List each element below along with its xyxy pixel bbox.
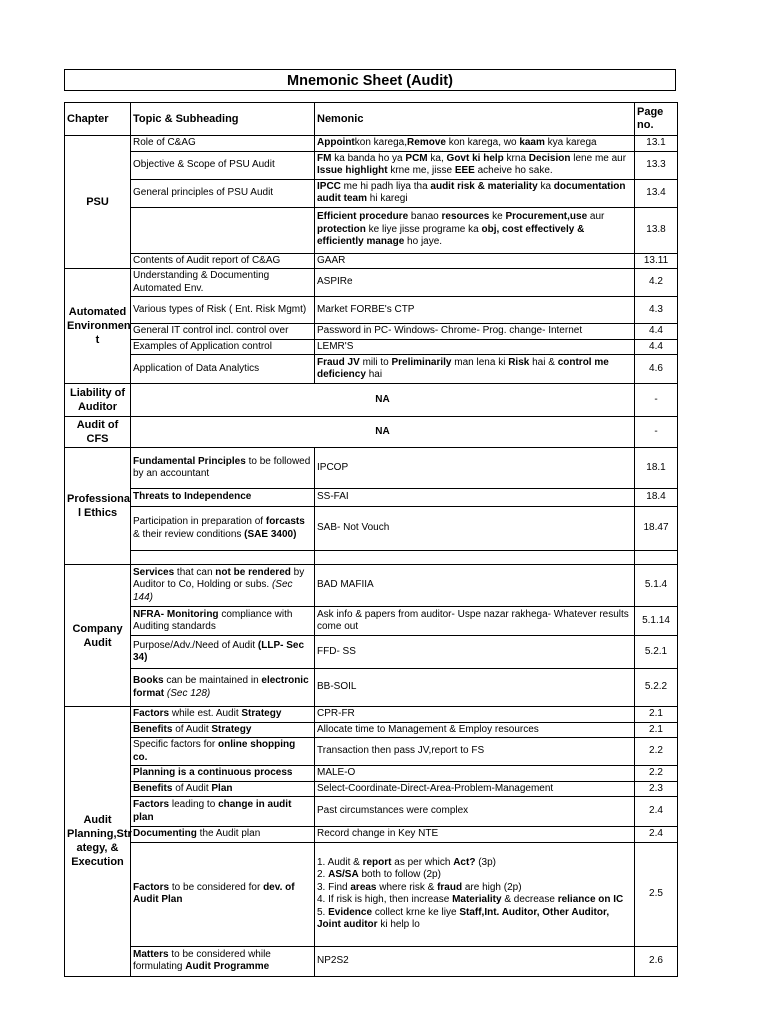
list-item <box>317 882 632 895</box>
bold-text: Benefits <box>133 782 173 794</box>
text: & decrease <box>501 894 558 905</box>
table-row <box>65 766 678 782</box>
bold-text: Matters <box>133 948 169 960</box>
bold-text: Books <box>133 675 164 686</box>
topic-cell <box>131 827 315 843</box>
bold-text: EEE <box>454 165 475 176</box>
page-cell: 13.8 <box>635 207 678 253</box>
text: acheive ho sake. <box>474 165 553 176</box>
page-cell: 4.4 <box>635 324 678 340</box>
table-row <box>65 946 678 976</box>
topic-cell <box>131 722 315 738</box>
bold-text: Audit Programme <box>185 961 270 972</box>
bold-text: IPCC <box>317 180 341 192</box>
page-cell: 2.4 <box>635 827 678 843</box>
text: ho jaye. <box>404 236 443 248</box>
page-cell: 18.1 <box>635 448 678 489</box>
text: hi karegi <box>367 193 408 204</box>
topic-cell <box>131 738 315 766</box>
bold-text: resources <box>441 211 490 223</box>
page-cell: 4.6 <box>635 355 678 384</box>
topic-cell <box>131 607 315 636</box>
topic-cell <box>131 797 315 827</box>
bold-text: control me deficiency <box>317 356 609 380</box>
table-row <box>65 136 678 152</box>
bold-text: documentation audit team <box>317 180 626 204</box>
text: krne me, jisse <box>387 165 455 176</box>
bold-text: Factors <box>133 708 170 719</box>
text: can be maintained in <box>163 675 262 686</box>
nemonic-cell <box>315 151 635 179</box>
text: while est. Audit <box>169 708 242 719</box>
header-nemonic: Nemonic <box>315 103 635 136</box>
italic-text: (Sec 128) <box>166 687 211 699</box>
nemonic-cell: Select-Coordinate-Direct-Area-Problem-Management <box>315 781 635 797</box>
text: ka <box>537 180 554 192</box>
text: Participation in preparation of <box>133 516 266 527</box>
bold-text: reliance on IC <box>557 894 624 905</box>
text: lene me aur <box>570 152 627 164</box>
chapter-psu: PSU <box>65 136 131 269</box>
table-row <box>65 489 678 507</box>
page-cell: 4.4 <box>635 339 678 355</box>
bold-text: obj, cost effectively & efficiently manage <box>317 223 585 248</box>
bold-text: electronic format <box>133 675 309 699</box>
na-cell: NA <box>131 417 635 448</box>
header-row <box>65 103 678 136</box>
nemonic-cell <box>315 207 635 253</box>
bold-text: forcasts <box>265 516 305 527</box>
text: aur <box>587 211 605 223</box>
bold-text: Benefits <box>133 723 173 735</box>
list-item <box>317 894 632 907</box>
topic-cell <box>131 448 315 489</box>
list-item <box>317 869 632 882</box>
bold-text: report <box>362 856 392 868</box>
topic-cell: Understanding & Documenting Automated Env. <box>131 269 315 297</box>
text: the Audit plan <box>196 828 261 839</box>
nemonic-cell: Record change in Key NTE <box>315 827 635 843</box>
bold-text: Procurement,use <box>505 211 588 223</box>
table-row <box>65 607 678 636</box>
table-row <box>65 324 678 340</box>
list-item <box>317 907 632 932</box>
bold-text: Materiality <box>452 894 502 905</box>
bold-text: Plan <box>211 782 233 794</box>
topic-cell <box>131 636 315 669</box>
topic-cell <box>131 565 315 607</box>
nemonic-cell <box>315 842 635 946</box>
table-row <box>65 207 678 253</box>
page-cell: 2.1 <box>635 707 678 723</box>
topic-cell <box>131 669 315 707</box>
text: mili to <box>359 356 392 368</box>
header-page: Page no. <box>635 103 678 136</box>
topic-cell <box>131 781 315 797</box>
chapter-planning: Audit Planning,Str ategy, & Execution <box>65 707 131 977</box>
topic-cell: Application of Data Analytics <box>131 355 315 384</box>
page-cell: 4.2 <box>635 269 678 297</box>
bold-text: FM <box>317 152 332 164</box>
page-cell: 2.5 <box>635 842 678 946</box>
text: both to follow (2p) <box>358 869 441 880</box>
topic-cell: Planning is a continuous process <box>131 766 315 782</box>
text: leading to <box>169 799 219 810</box>
text: to be considered while formulating <box>133 948 271 972</box>
text: me hi padh liya tha <box>340 180 431 192</box>
text: kya karega <box>544 137 597 148</box>
table-row <box>65 842 678 946</box>
bold-text: kaam <box>519 137 545 148</box>
chapter-liability: Liability of Auditor <box>65 384 131 417</box>
nemonic-cell: Transaction then pass JV,report to FS <box>315 738 635 766</box>
text: 5. <box>317 906 329 918</box>
table-row <box>65 448 678 489</box>
page-cell: 2.4 <box>635 797 678 827</box>
bold-text: Evidence <box>328 906 373 918</box>
bold-text: (SAE 3400) <box>244 528 297 540</box>
nemonic-cell <box>315 179 635 207</box>
nemonic-cell <box>315 136 635 152</box>
nemonic-cell: Market FORBE's CTP <box>315 297 635 324</box>
text: Purpose/Adv./Need of Audit <box>133 639 258 651</box>
chapter-company: Company Audit <box>65 565 131 707</box>
nemonic-cell: SS-FAI <box>315 489 635 507</box>
bold-text: Risk <box>508 356 530 368</box>
table-row <box>65 636 678 669</box>
table-row <box>65 722 678 738</box>
bold-text: Govt ki help <box>446 152 504 164</box>
table-row <box>65 269 678 297</box>
text: collect krne ke liye <box>372 906 460 918</box>
bold-text: Decision <box>528 152 571 164</box>
topic-cell: Threats to Independence <box>131 489 315 507</box>
text: are high (2p) <box>462 881 522 893</box>
nemonic-cell: LEMR'S <box>315 339 635 355</box>
table-row <box>65 355 678 384</box>
nemonic-cell <box>315 551 635 565</box>
topic-cell <box>131 507 315 551</box>
nemonic-cell: Past circumstances were complex <box>315 797 635 827</box>
header-chapter: Chapter <box>65 103 131 136</box>
nemonic-cell: CPR-FR <box>315 707 635 723</box>
na-cell: NA <box>131 384 635 417</box>
text: kon karega, wo <box>445 137 520 148</box>
topic-cell <box>131 207 315 253</box>
topic-cell: General IT control incl. control over <box>131 324 315 340</box>
text: of Audit <box>172 723 212 735</box>
bold-text: not be rendered <box>215 566 291 578</box>
table-row <box>65 151 678 179</box>
text: by Auditor to Co, Holding or subs. <box>133 566 305 591</box>
table-row <box>65 339 678 355</box>
text: where risk & <box>376 881 438 893</box>
sheet-title: Mnemonic Sheet (Audit) <box>64 69 676 91</box>
page-cell: 5.1.14 <box>635 607 678 636</box>
text: ka banda ho ya <box>331 152 406 164</box>
bold-text: Preliminarily <box>391 356 452 368</box>
text: ki help lo <box>377 919 420 930</box>
page-cell: 13.3 <box>635 151 678 179</box>
nemonic-cell: FFD- SS <box>315 636 635 669</box>
nemonic-cell: BAD MAFIIA <box>315 565 635 607</box>
table-row <box>65 179 678 207</box>
page-cell: 13.1 <box>635 136 678 152</box>
nemonic-cell <box>315 355 635 384</box>
nemonic-cell: SAB- Not Vouch <box>315 507 635 551</box>
table-row <box>65 797 678 827</box>
bold-text: Strategy <box>241 708 282 719</box>
text: compliance with Auditing standards <box>133 608 293 632</box>
topic-cell: Contents of Audit report of C&AG <box>131 253 315 269</box>
text: kon karega, <box>354 137 408 148</box>
page-cell: 13.11 <box>635 253 678 269</box>
page-cell: - <box>635 417 678 448</box>
list-item <box>317 857 632 870</box>
table-row <box>65 297 678 324</box>
bold-text: Documenting <box>133 828 197 839</box>
text: to be considered for <box>169 881 264 893</box>
page-cell: 18.4 <box>635 489 678 507</box>
table-row <box>65 507 678 551</box>
topic-cell <box>131 842 315 946</box>
topic-cell: Role of C&AG <box>131 136 315 152</box>
table-row <box>65 738 678 766</box>
table-row <box>65 551 678 565</box>
table-row <box>65 781 678 797</box>
text: Specific factors for <box>133 739 219 750</box>
page-cell: 13.4 <box>635 179 678 207</box>
chapter-automated: Automated Environmen t <box>65 269 131 384</box>
text: as per which <box>391 856 454 868</box>
page-cell: - <box>635 384 678 417</box>
text: man lena ki <box>451 356 509 368</box>
bold-text: audit risk & materiality <box>430 180 538 192</box>
bold-text: areas <box>350 881 377 893</box>
text: hai & <box>529 356 558 368</box>
text: banao <box>408 211 442 223</box>
nemonic-cell: GAAR <box>315 253 635 269</box>
page-cell: 5.1.4 <box>635 565 678 607</box>
nemonic-cell: IPCOP <box>315 448 635 489</box>
bold-text: Strategy <box>211 723 252 735</box>
nemonic-cell: BB-SOIL <box>315 669 635 707</box>
bold-text: Fundamental Principles <box>133 455 246 467</box>
chapter-cfs: Audit of CFS <box>65 417 131 448</box>
bold-text: Appoint <box>317 137 355 148</box>
text: 4. If risk is high, then increase <box>317 894 453 905</box>
bold-text: Efficient procedure <box>317 211 409 223</box>
text: ka, <box>427 152 447 164</box>
nemonic-cell: MALE-O <box>315 766 635 782</box>
page-cell: 18.47 <box>635 507 678 551</box>
nemonic-cell: Ask info & papers from auditor- Uspe nazar rakhega- Whatever results come out <box>315 607 635 636</box>
bold-text: Remove <box>407 137 446 148</box>
bold-text: online shopping co. <box>133 739 296 763</box>
table-row <box>65 827 678 843</box>
mnemonic-table <box>64 102 678 977</box>
topic-cell: Objective & Scope of PSU Audit <box>131 151 315 179</box>
text: hai <box>365 369 383 380</box>
bold-text: protection <box>317 223 366 235</box>
bold-text: Act? <box>453 856 476 868</box>
topic-cell <box>131 551 315 565</box>
text: ke liye jisse programe ka <box>365 223 482 235</box>
topic-cell: Various types of Risk ( Ent. Risk Mgmt) <box>131 297 315 324</box>
page-cell: 2.6 <box>635 946 678 976</box>
table-row <box>65 417 678 448</box>
chapter-ethics: Professiona l Ethics <box>65 448 131 565</box>
text: of Audit <box>172 782 212 794</box>
italic-text: (Sec 144) <box>133 579 293 603</box>
bold-text: PCM <box>405 152 428 164</box>
text: ke <box>489 211 506 223</box>
table-row <box>65 707 678 723</box>
text: krna <box>503 152 529 164</box>
table-row <box>65 669 678 707</box>
text: 1. Audit & <box>317 856 363 868</box>
page-cell: 2.1 <box>635 722 678 738</box>
text: & their review conditions <box>133 528 245 540</box>
topic-cell: Examples of Application control <box>131 339 315 355</box>
table-row <box>65 565 678 607</box>
page-cell: 2.3 <box>635 781 678 797</box>
bold-text: change in audit plan <box>133 799 292 823</box>
text: 3. Find <box>317 881 351 893</box>
bold-text: Staff,Int. Auditor, Other Auditor, Joint auditor <box>317 906 610 930</box>
bold-text: NFRA- Monitoring <box>133 608 219 620</box>
text: that can <box>174 566 216 578</box>
bold-text: Fraud JV <box>317 356 360 368</box>
bold-text: Factors <box>133 799 170 810</box>
nemonic-cell: Password in PC- Windows- Chrome- Prog. change- Internet <box>315 324 635 340</box>
table-row <box>65 253 678 269</box>
table-row <box>65 384 678 417</box>
topic-cell: General principles of PSU Audit <box>131 179 315 207</box>
bold-text: Services <box>133 566 175 578</box>
page-cell: 4.3 <box>635 297 678 324</box>
page-cell: 5.2.2 <box>635 669 678 707</box>
text: 2. <box>317 869 329 880</box>
bold-text: dev. of Audit Plan <box>133 881 295 905</box>
bold-text: fraud <box>437 881 463 893</box>
bold-text: AS/SA <box>328 869 359 880</box>
page-cell: 2.2 <box>635 738 678 766</box>
bold-text: (LLP- Sec 34) <box>133 639 305 663</box>
bold-text: Issue highlight <box>317 165 388 176</box>
text: (3p) <box>475 856 496 868</box>
nemonic-cell: Allocate time to Management & Employ resources <box>315 722 635 738</box>
text: to be followed by an accountant <box>133 455 311 479</box>
nemonic-cell: ASPIRe <box>315 269 635 297</box>
header-topic: Topic & Subheading <box>131 103 315 136</box>
topic-cell <box>131 946 315 976</box>
topic-cell <box>131 707 315 723</box>
page-cell <box>635 551 678 565</box>
nemonic-cell: NP2S2 <box>315 946 635 976</box>
page-cell: 5.2.1 <box>635 636 678 669</box>
bold-text: Factors <box>133 881 170 893</box>
page-cell: 2.2 <box>635 766 678 782</box>
